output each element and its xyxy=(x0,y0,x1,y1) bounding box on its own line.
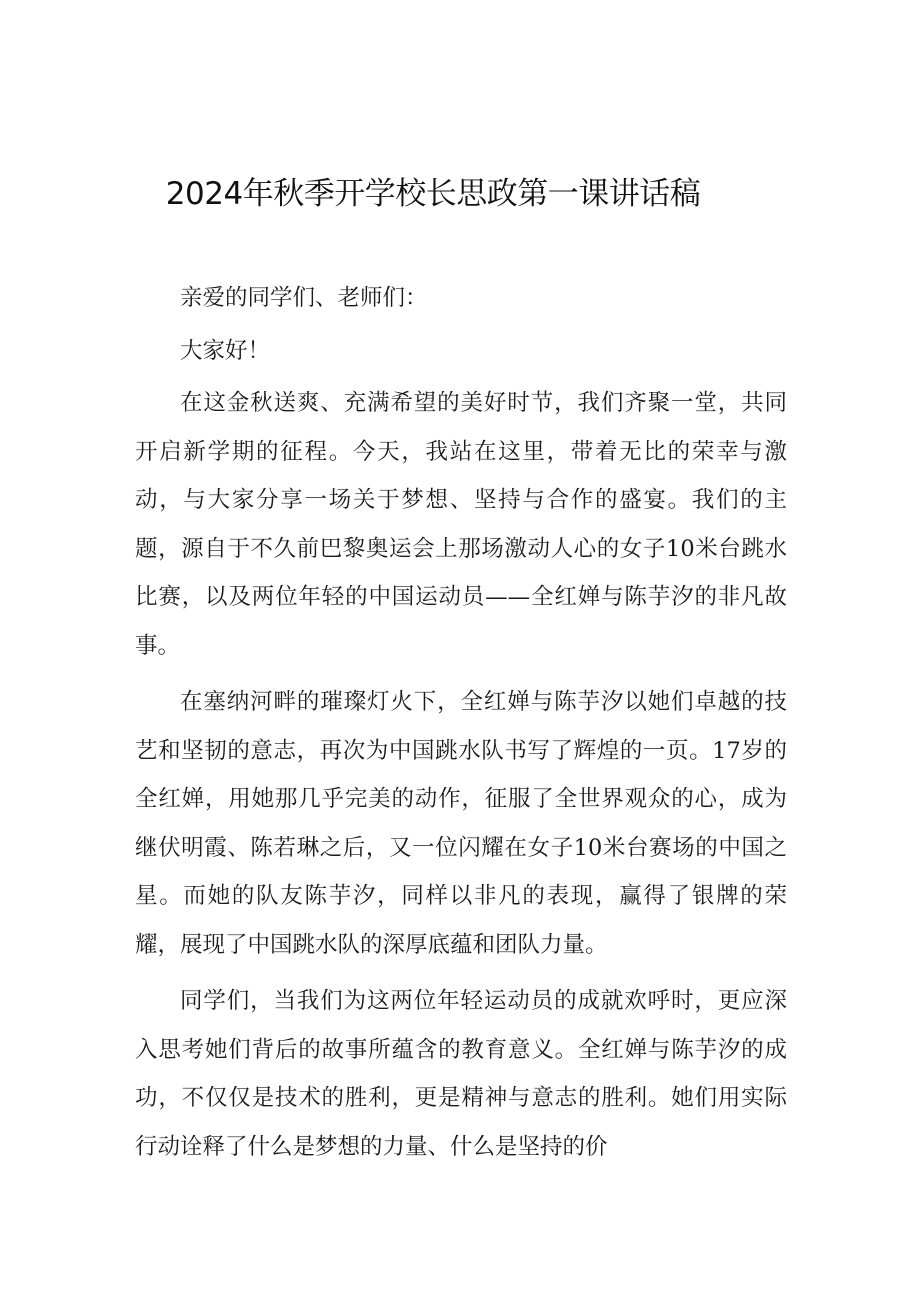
body-paragraph-1: 在这金秋送爽、充满希望的美好时节，我们齐聚一堂，共同开启新学期的征程。今天，我站在这里，带着无比的荣幸与激动，与大家分享一场关于梦想、坚持与合作的盛宴。我们的主题，源自于不久前巴黎奥运会上那场激动人心的女子10米台跳水比赛，以及两位年轻的中国运动员——全红婵与陈芋汐的非凡故事。 xyxy=(135,390,787,659)
hello-line: 大家好！ xyxy=(180,337,271,364)
body-paragraph-2: 在塞纳河畔的璀璨灯火下，全红婵与陈芋汐以她们卓越的技艺和坚韧的意志，再次为中国跳水队书写了辉煌的一页。17岁的全红婵，用她那几乎完美的动作，征服了全世界观众的心，成为继伏明霞、陈若琳之后，又一位闪耀在女子10米台赛场的中国之星。而她的队友陈芋汐，同样以非凡的表现，赢得了银牌的荣耀，展现了中国跳水队的深厚底蕴和团队力量。 xyxy=(135,689,787,958)
document-title: 2024年秋季开学校长思政第一课讲话稿 xyxy=(165,176,701,212)
body-paragraph-3: 同学们，当我们为这两位年轻运动员的成就欢呼时，更应深入思考她们背后的故事所蕴含的教育意义。全红婵与陈芋汐的成功，不仅仅是技术的胜利，更是精神与意志的胜利。她们用实际行动诠释了什么是梦想的力量、什么是坚持的价 xyxy=(135,988,787,1160)
greeting: 亲爱的同学们、老师们： xyxy=(180,285,428,311)
document-body xyxy=(135,274,787,1175)
